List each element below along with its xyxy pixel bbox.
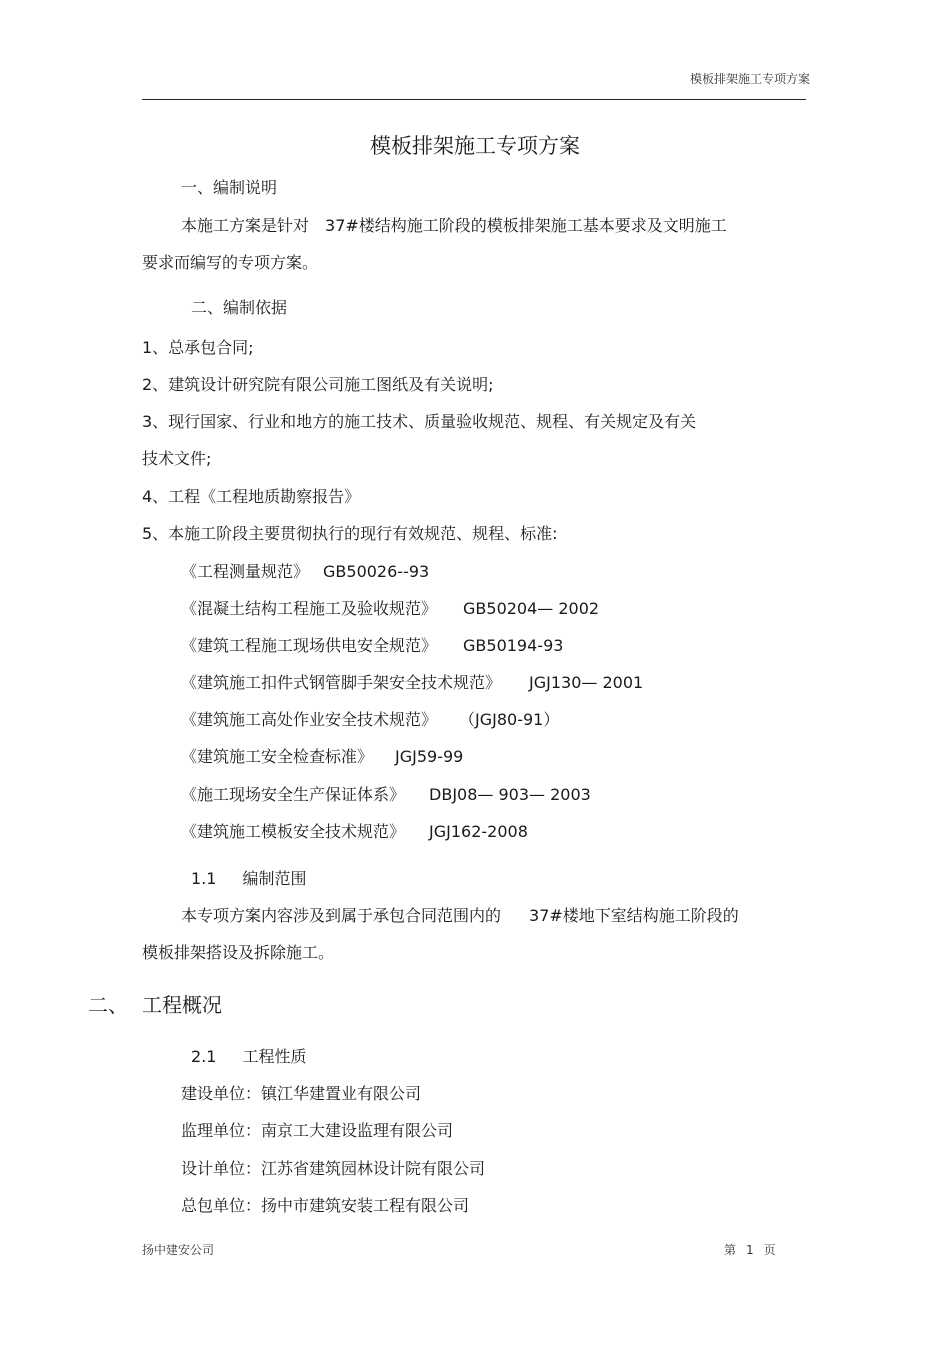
- standard-name: 《建筑施工模板安全技术规范》: [181, 822, 406, 841]
- paragraph-line: 要求而编写的专项方案。: [142, 253, 319, 272]
- footer-page-number: [724, 1241, 776, 1258]
- list-item: 2、建筑设计研究院有限公司施工图纸及有关说明;: [142, 375, 494, 394]
- standard-name: 《施工现场安全生产保证体系》: [181, 785, 406, 804]
- unit-line-supervisor: 监理单位：南京工大建设监理有限公司: [181, 1121, 454, 1140]
- standard-item: [181, 633, 563, 656]
- subsection-heading-project-nature: [191, 1044, 306, 1067]
- standard-item: [181, 559, 429, 582]
- standard-name: 《混凝土结构工程施工及验收规范》: [181, 599, 438, 618]
- list-item: 5、本施工阶段主要贯彻执行的现行有效规范、规程、标准:: [142, 524, 558, 543]
- standard-code: （JGJ80-91）: [459, 710, 560, 729]
- standard-code: GB50026--93: [323, 562, 430, 581]
- list-item: 4、工程《工程地质勘察报告》: [142, 487, 361, 506]
- header-rule: [142, 99, 806, 100]
- standard-item: [181, 782, 591, 805]
- standard-name: 《建筑施工安全检查标准》: [181, 747, 374, 766]
- section-heading-compilation-notes: 一、编制说明: [181, 178, 278, 197]
- section-heading-compilation-basis: 二、编制依据: [191, 298, 288, 317]
- standard-name: 《建筑工程施工现场供电安全规范》: [181, 636, 438, 655]
- list-item-continuation: 技术文件;: [142, 449, 212, 468]
- paragraph-line: 模板排架搭设及拆除施工。: [142, 943, 335, 962]
- subsection-heading-scope: [191, 866, 306, 889]
- footer-company: 扬中建安公司: [142, 1243, 215, 1257]
- paragraph-line: [181, 903, 739, 926]
- unit-line-developer: 建设单位：镇江华建置业有限公司: [181, 1084, 422, 1103]
- unit-line-contractor: 总包单位：扬中市建筑安装工程有限公司: [181, 1196, 470, 1215]
- standard-item: [181, 819, 528, 842]
- standard-item: [181, 596, 599, 619]
- paragraph-line: [181, 213, 727, 236]
- standard-item: [181, 670, 643, 693]
- standard-code: JGJ130— 2001: [529, 673, 644, 692]
- standard-code: JGJ59-99: [395, 747, 464, 766]
- page-suffix: 页: [763, 1243, 776, 1257]
- running-header: 模板排架施工专项方案: [689, 72, 810, 86]
- subsection-label: 编制范围: [242, 869, 307, 888]
- standard-item: [181, 707, 559, 730]
- standard-code: JGJ162-2008: [429, 822, 528, 841]
- paragraph-text: 37#楼结构施工阶段的模板排架施工基本要求及文明施工: [325, 216, 727, 235]
- subsection-label: 工程性质: [242, 1047, 307, 1066]
- standard-code: DBJ08— 903— 2003: [429, 785, 591, 804]
- page-prefix: 第: [724, 1243, 737, 1257]
- page-number: 1: [746, 1243, 754, 1257]
- standard-name: 《建筑施工高处作业安全技术规范》: [181, 710, 438, 729]
- list-item: 1、总承包合同;: [142, 338, 254, 357]
- chapter-number: 二、: [88, 993, 128, 1017]
- standard-code: GB50194-93: [463, 636, 564, 655]
- standard-name: 《工程测量规范》: [181, 562, 310, 581]
- standard-name: 《建筑施工扣件式钢管脚手架安全技术规范》: [181, 673, 502, 692]
- paragraph-text: 本专项方案内容涉及到属于承包合同范围内的: [181, 906, 502, 925]
- list-item: 3、现行国家、行业和地方的施工技术、质量验收规范、规程、有关规定及有关: [142, 412, 697, 431]
- chapter-heading-project-overview: 工程概况: [142, 993, 222, 1017]
- standard-item: [181, 744, 463, 767]
- unit-line-designer: 设计单位：江苏省建筑园林设计院有限公司: [181, 1159, 486, 1178]
- subsection-number: 1.1: [191, 869, 217, 888]
- paragraph-text: 37#楼地下室结构施工阶段的: [529, 906, 739, 925]
- document-title: 模板排架施工专项方案: [370, 134, 580, 158]
- standard-code: GB50204— 2002: [463, 599, 600, 618]
- paragraph-text: 本施工方案是针对: [181, 216, 310, 235]
- subsection-number: 2.1: [191, 1047, 217, 1066]
